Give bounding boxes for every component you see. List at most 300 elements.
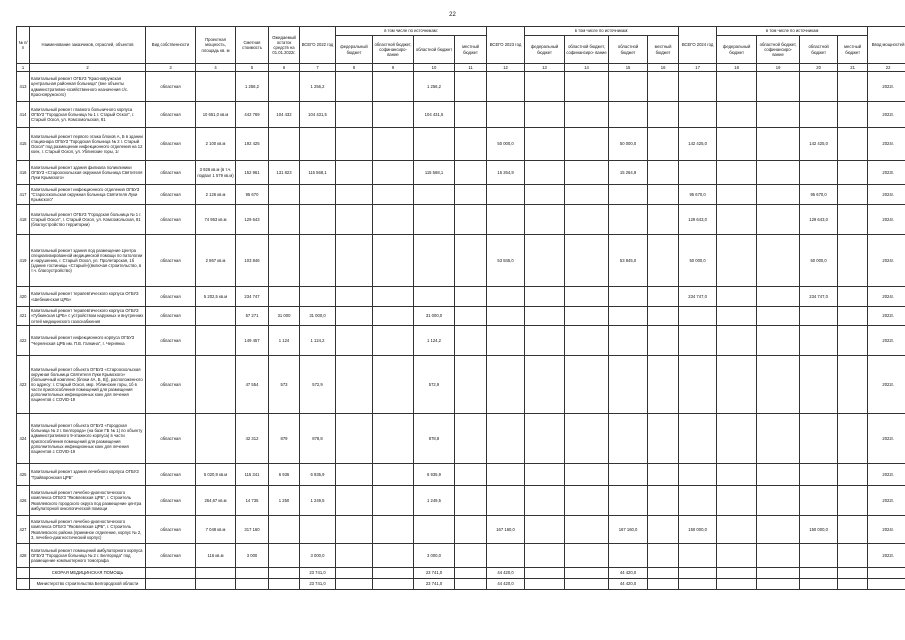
summary-empty-cell xyxy=(196,568,236,579)
cell-r24 xyxy=(800,161,838,185)
cell-r23: 53 845,0 xyxy=(609,235,648,287)
cell-cap: 2 126 кв.м xyxy=(196,185,236,205)
cell-f23 xyxy=(525,235,565,287)
column-number-row xyxy=(17,64,905,72)
table-row xyxy=(17,161,905,185)
summary-empty-cell xyxy=(196,579,236,590)
cell-f24 xyxy=(717,356,757,414)
cell-rem: 1 250 xyxy=(269,486,300,516)
cell-rc24 xyxy=(757,102,800,128)
cell-cap: 74 963 кв.м xyxy=(196,205,236,235)
summary-empty-cell xyxy=(838,579,868,590)
column-number: 6 xyxy=(269,64,300,72)
header-sources-2022: в том числе по источникам: xyxy=(336,27,487,36)
cell-name: Капитальный ремонт первого этажа блоков А, Б в здании стационара ОГБУЗ "Городская больница № 2 г. Старый Оскол" под размещение инфекционного отделения на 12 коек, г. Старый Оскол, ул. Ублинские горы, 1г xyxy=(30,128,146,161)
cell-l24 xyxy=(838,464,868,486)
cell-r23 xyxy=(609,307,648,326)
cell-cost: 152 961 xyxy=(236,161,269,185)
cell-no: 426 xyxy=(17,486,30,516)
cell-yr: 2022г. xyxy=(868,356,905,414)
header-local-2024: местный бюджет xyxy=(838,36,868,64)
cell-t23 xyxy=(487,307,525,326)
cell-cap: 10 651,0 кв.м xyxy=(196,102,236,128)
cell-cap: 3 926 кв.м (в т.ч. подвал 1 579 кв.м) xyxy=(196,161,236,185)
summary-label: Министерство строительства Белгородской области xyxy=(30,579,146,590)
cell-no: 415 xyxy=(17,128,30,161)
cell-rem: 6 936 xyxy=(269,464,300,486)
cell-f24 xyxy=(717,516,757,544)
cell-f22 xyxy=(336,464,373,486)
cell-t23 xyxy=(487,544,525,568)
header-regional-2024: областной бюджет xyxy=(800,36,838,64)
cell-f23 xyxy=(525,414,565,464)
cell-t24 xyxy=(679,544,717,568)
cell-t23 xyxy=(487,356,525,414)
cell-cost: 317 160 xyxy=(236,516,269,544)
cell-name: Капитальный ремонт инфекционного отделения ОГБУЗ "Старооскольская окружная больница Святителя Луки Крымского" xyxy=(30,185,146,205)
cell-t24: 129 643,0 xyxy=(679,205,717,235)
column-number: 18 xyxy=(717,64,757,72)
cell-cost: 14 735 xyxy=(236,486,269,516)
cell-rc24 xyxy=(757,486,800,516)
cell-rem xyxy=(269,128,300,161)
cell-yr: 2022г. xyxy=(868,102,905,128)
cell-rc23 xyxy=(565,356,609,414)
cell-cost: 115 341 xyxy=(236,464,269,486)
cell-r22: 31 000,0 xyxy=(414,307,455,326)
cell-cost: 3 000 xyxy=(236,544,269,568)
cell-l22 xyxy=(455,326,487,356)
summary-empty-cell xyxy=(236,579,269,590)
cell-rc22 xyxy=(373,356,414,414)
cell-t23 xyxy=(487,287,525,307)
cell-rc24 xyxy=(757,356,800,414)
cell-f24 xyxy=(717,486,757,516)
cell-f24 xyxy=(717,161,757,185)
cell-t22 xyxy=(300,205,336,235)
cell-rc24 xyxy=(757,185,800,205)
column-number: 22 xyxy=(868,64,905,72)
cell-r23 xyxy=(609,486,648,516)
cell-l22 xyxy=(455,161,487,185)
header-local-2022: местный бюджет xyxy=(455,36,487,64)
table-row xyxy=(17,486,905,516)
cell-cost: 129 643 xyxy=(236,205,269,235)
cell-rc24 xyxy=(757,72,800,102)
cell-no: 425 xyxy=(17,464,30,486)
column-number: 12 xyxy=(487,64,525,72)
cell-f24 xyxy=(717,235,757,287)
summary-empty-cell xyxy=(757,568,800,579)
column-number: 5 xyxy=(236,64,269,72)
cell-l23 xyxy=(648,486,679,516)
cell-rc22 xyxy=(373,128,414,161)
cell-r22 xyxy=(414,128,455,161)
column-number: 19 xyxy=(757,64,800,72)
cell-no: 420 xyxy=(17,287,30,307)
table-row xyxy=(17,185,905,205)
cell-t22: 6 935,9 xyxy=(300,464,336,486)
cell-r23 xyxy=(609,326,648,356)
cell-rc22 xyxy=(373,161,414,185)
cell-rc23 xyxy=(565,544,609,568)
cell-rc22 xyxy=(373,326,414,356)
header-local-2023: местный бюджет xyxy=(648,36,679,64)
cell-r23: 50 000,0 xyxy=(609,128,648,161)
cell-own: областная xyxy=(146,287,196,307)
cell-t23 xyxy=(487,326,525,356)
cell-rc24 xyxy=(757,464,800,486)
header-commissioning: Ввод мощностей xyxy=(868,27,905,64)
cell-f24 xyxy=(717,205,757,235)
cell-no: 427 xyxy=(17,516,30,544)
summary-empty-cell xyxy=(800,568,838,579)
cell-l22 xyxy=(455,516,487,544)
cell-own: областная xyxy=(146,356,196,414)
cell-own: областная xyxy=(146,185,196,205)
cell-l23 xyxy=(648,307,679,326)
cell-t24 xyxy=(679,326,717,356)
cell-l23 xyxy=(648,356,679,414)
cell-l24 xyxy=(838,161,868,185)
cell-r22 xyxy=(414,235,455,287)
table-row xyxy=(17,326,905,356)
header-regional-2023: областной бюджет xyxy=(609,36,648,64)
cell-f23 xyxy=(525,185,565,205)
table-row xyxy=(17,235,905,287)
cell-f24 xyxy=(717,128,757,161)
cell-own: областная xyxy=(146,235,196,287)
cell-name: Капитальный ремонт лечебно-диагностического комплекса ОГБУЗ "Яковлевская ЦРБ", г. Строитель Яковлевского городского округа под размещение центра амбулаторной онкологической помощи xyxy=(30,486,146,516)
cell-name: Капитальный ремонт объекта ОГБУЗ «Старооскольская окружная больница Святителя Луки Крымского» (больничный комплекс (блоки 4А, Б, В)), расположенного по адресу: г. Старый Оскол, мкр. Ублинские горы, 1б в части приспособления помещений для размещения дополнительных инфекционных коек для лечения пациентов с COVID-19 xyxy=(30,356,146,414)
summary-label: СКОРАЯ МЕДИЦИНСКАЯ ПОМОЩЬ xyxy=(30,568,146,579)
cell-l23 xyxy=(648,516,679,544)
cell-l23 xyxy=(648,414,679,464)
cell-f24 xyxy=(717,414,757,464)
cell-t22: 1 124,2 xyxy=(300,326,336,356)
cell-t24 xyxy=(679,486,717,516)
cell-t23 xyxy=(487,464,525,486)
cell-cost: 234 747 xyxy=(236,287,269,307)
column-number: 21 xyxy=(838,64,868,72)
cell-t24: 142 425,0 xyxy=(679,128,717,161)
cell-f22 xyxy=(336,102,373,128)
cell-r22: 1 256,2 xyxy=(414,72,455,102)
cell-t23 xyxy=(487,102,525,128)
cell-cap: 5 020,9 кв.м xyxy=(196,464,236,486)
cell-no: 424 xyxy=(17,414,30,464)
cell-name: Капитальный ремонт ОГБУЗ "Краснояружская центральная районная больница" (вне объекты административно-хозяйственного назначения с/с. Краснояружского) xyxy=(30,72,146,102)
cell-no: 418 xyxy=(17,205,30,235)
cell-r24 xyxy=(800,307,838,326)
header-federal-2022: федеральный бюджет xyxy=(336,36,373,64)
summary-empty-cell xyxy=(336,568,373,579)
cell-f24 xyxy=(717,287,757,307)
table-row xyxy=(17,307,905,326)
cell-t22: 31 000,0 xyxy=(300,307,336,326)
cell-t22 xyxy=(300,516,336,544)
cell-r24: 50 000,0 xyxy=(800,235,838,287)
column-number: 8 xyxy=(336,64,373,72)
cell-t24 xyxy=(679,356,717,414)
cell-r22: 115 568,1 xyxy=(414,161,455,185)
cell-cap: 2 867 кв.м xyxy=(196,235,236,287)
cell-r23 xyxy=(609,287,648,307)
cell-l24 xyxy=(838,516,868,544)
cell-f22 xyxy=(336,307,373,326)
column-number: 2 xyxy=(30,64,146,72)
cell-rc22 xyxy=(373,307,414,326)
column-number: 20 xyxy=(800,64,838,72)
page-number: 22 xyxy=(449,12,456,18)
cell-r24: 95 670,0 xyxy=(800,185,838,205)
cell-r23 xyxy=(609,205,648,235)
cell-yr: 2024г. xyxy=(868,185,905,205)
cell-rc23 xyxy=(565,486,609,516)
header-remaining: Ожидаемый остаток средств на 01.01.2022г. xyxy=(269,27,300,64)
cell-r23 xyxy=(609,356,648,414)
header-no: № п/п xyxy=(17,27,30,64)
summary-empty-cell xyxy=(757,579,800,590)
cell-rc22 xyxy=(373,185,414,205)
summary-empty-cell xyxy=(679,579,717,590)
summary-empty-cell xyxy=(868,568,905,579)
cell-l24 xyxy=(838,307,868,326)
cell-cost: 103 846 xyxy=(236,235,269,287)
cell-f23 xyxy=(525,128,565,161)
cell-t22: 1 249,5 xyxy=(300,486,336,516)
cell-name: Капитальный ремонт главного больничного корпуса ОГБУЗ "Городская больница № 1 г. Старый Оскол", г. Старый Оскол, ул. Комсомольская, 81 xyxy=(30,102,146,128)
cell-f22 xyxy=(336,544,373,568)
cell-rc22 xyxy=(373,235,414,287)
cell-t24 xyxy=(679,161,717,185)
cell-rc24 xyxy=(757,205,800,235)
cell-t23 xyxy=(487,185,525,205)
cell-yr: 2024г. xyxy=(868,516,905,544)
cell-own: областная xyxy=(146,326,196,356)
cell-rc22 xyxy=(373,544,414,568)
column-number: 9 xyxy=(373,64,414,72)
cell-rc24 xyxy=(757,544,800,568)
summary-empty-cell xyxy=(648,579,679,590)
header-regional-2022: областной бюджет xyxy=(414,36,455,64)
cell-l22 xyxy=(455,235,487,287)
cell-t22 xyxy=(300,185,336,205)
cell-f22 xyxy=(336,326,373,356)
cell-yr: 2022г. xyxy=(868,326,905,356)
header-cost: Сметная стоимость xyxy=(236,27,269,64)
cell-rc22 xyxy=(373,287,414,307)
cell-rc23 xyxy=(565,205,609,235)
cell-t22 xyxy=(300,128,336,161)
cell-own: областная xyxy=(146,414,196,464)
cell-r23 xyxy=(609,72,648,102)
summary-t22: 23 741,0 xyxy=(300,579,336,590)
cell-r24 xyxy=(800,486,838,516)
summary-empty-cell xyxy=(269,579,300,590)
cell-l23 xyxy=(648,102,679,128)
cell-cost: 95 670 xyxy=(236,185,269,205)
cell-yr: 2022г. xyxy=(868,544,905,568)
cell-l24 xyxy=(838,544,868,568)
cell-f23 xyxy=(525,161,565,185)
summary-empty-cell xyxy=(679,568,717,579)
header-total-2023: ВСЕГО 2023 год xyxy=(487,27,525,64)
cell-no: 428 xyxy=(17,544,30,568)
cell-f22 xyxy=(336,486,373,516)
cell-rem xyxy=(269,516,300,544)
cell-t23: 15 264,9 xyxy=(487,161,525,185)
cell-l24 xyxy=(838,235,868,287)
cell-r22: 3 000,0 xyxy=(414,544,455,568)
cell-t22: 3 000,0 xyxy=(300,544,336,568)
cell-l23 xyxy=(648,161,679,185)
cell-t23 xyxy=(487,72,525,102)
cell-f24 xyxy=(717,544,757,568)
cell-f23 xyxy=(525,486,565,516)
cell-f22 xyxy=(336,205,373,235)
cell-l23 xyxy=(648,287,679,307)
header-name: Наименование заказчиков, отраслей, объектов xyxy=(30,27,146,64)
cell-l24 xyxy=(838,205,868,235)
cell-r24 xyxy=(800,544,838,568)
cell-rc23 xyxy=(565,464,609,486)
cell-l23 xyxy=(648,235,679,287)
cell-l22 xyxy=(455,128,487,161)
cell-rem xyxy=(269,72,300,102)
cell-own: областная xyxy=(146,72,196,102)
cell-r24 xyxy=(800,464,838,486)
summary-empty-cell xyxy=(336,579,373,590)
cell-rc24 xyxy=(757,307,800,326)
cell-cap xyxy=(196,414,236,464)
cell-f22 xyxy=(336,161,373,185)
cell-r23 xyxy=(609,185,648,205)
cell-rem xyxy=(269,235,300,287)
cell-rem: 31 000 xyxy=(269,307,300,326)
cell-no: 423 xyxy=(17,356,30,414)
header-federal-2023: федеральный бюджет xyxy=(525,36,565,64)
cell-name: Капитальный ремонт терапевтического корпуса ОГБУЗ «Шебекинская ЦРБ» xyxy=(30,287,146,307)
cell-l24 xyxy=(838,102,868,128)
column-number: 10 xyxy=(414,64,455,72)
summary-empty-cell xyxy=(146,579,196,590)
cell-no: 416 xyxy=(17,161,30,185)
cell-rc23 xyxy=(565,287,609,307)
cell-f24 xyxy=(717,72,757,102)
cell-cap xyxy=(196,326,236,356)
table-row xyxy=(17,464,905,486)
column-number: 4 xyxy=(196,64,236,72)
summary-r23: 44 420,0 xyxy=(609,579,648,590)
cell-rem: 879 xyxy=(269,414,300,464)
cell-own: областная xyxy=(146,161,196,185)
cell-r23 xyxy=(609,414,648,464)
cell-rc22 xyxy=(373,72,414,102)
summary-t22: 23 741,0 xyxy=(300,568,336,579)
cell-r23 xyxy=(609,464,648,486)
cell-rc23 xyxy=(565,72,609,102)
header-sources-2023: в том числе по источникам: xyxy=(525,27,679,36)
cell-t24 xyxy=(679,307,717,326)
cell-l23 xyxy=(648,464,679,486)
column-number: 3 xyxy=(146,64,196,72)
summary-empty-cell xyxy=(565,579,609,590)
cell-rem xyxy=(269,205,300,235)
cell-yr: 2024г. xyxy=(868,128,905,161)
cell-l22 xyxy=(455,102,487,128)
summary-empty-cell xyxy=(838,568,868,579)
column-number: 14 xyxy=(565,64,609,72)
cell-cost: 442 769 xyxy=(236,102,269,128)
column-number: 13 xyxy=(525,64,565,72)
cell-r24: 234 747,0 xyxy=(800,287,838,307)
summary-empty-cell xyxy=(146,568,196,579)
cell-rc24 xyxy=(757,326,800,356)
cell-l22 xyxy=(455,486,487,516)
header-capacity: Проектная мощность, площадь кв. м xyxy=(196,27,236,64)
header-ownership: Вид собственности xyxy=(146,27,196,64)
cell-cost: 149 457 xyxy=(236,326,269,356)
table-row xyxy=(17,356,905,414)
table-row xyxy=(17,72,905,102)
cell-yr: 2022г. xyxy=(868,486,905,516)
cell-l22 xyxy=(455,544,487,568)
summary-t23: 44 420,0 xyxy=(487,579,525,590)
cell-r24 xyxy=(800,414,838,464)
cell-t24 xyxy=(679,464,717,486)
cell-yr: 2022г. xyxy=(868,464,905,486)
cell-rc24 xyxy=(757,235,800,287)
cell-t23 xyxy=(487,205,525,235)
cell-r22 xyxy=(414,287,455,307)
cell-rc22 xyxy=(373,486,414,516)
cell-l23 xyxy=(648,326,679,356)
cell-l23 xyxy=(648,544,679,568)
header-regional-cofin-2024: областной бюджет, софинансиро- вание xyxy=(757,36,800,64)
summary-empty-cell xyxy=(717,579,757,590)
cell-l22 xyxy=(455,414,487,464)
cell-cap: 5 202,5 кв.м xyxy=(196,287,236,307)
cell-rc23 xyxy=(565,235,609,287)
cell-rem xyxy=(269,185,300,205)
cell-name: Капитальный ремонт ОГБУЗ "Городская больница № 1 г. Старый Оскол", г. Старый Оскол, ул. Комсомольская, 81 (благоустройство территории) xyxy=(30,205,146,235)
table-row xyxy=(17,205,905,235)
cell-rc23 xyxy=(565,516,609,544)
table-row xyxy=(17,414,905,464)
cell-f24 xyxy=(717,102,757,128)
cell-f24 xyxy=(717,185,757,205)
summary-empty-cell xyxy=(269,568,300,579)
cell-rc24 xyxy=(757,516,800,544)
column-number: 16 xyxy=(648,64,679,72)
cell-rc23 xyxy=(565,414,609,464)
cell-rem: 1 124 xyxy=(269,326,300,356)
cell-f22 xyxy=(336,235,373,287)
cell-own: областная xyxy=(146,128,196,161)
cell-l24 xyxy=(838,72,868,102)
header-total-2022: ВСЕГО 2022 год xyxy=(300,27,336,64)
cell-f24 xyxy=(717,326,757,356)
summary-empty-cell xyxy=(565,568,609,579)
summary-empty-cell xyxy=(717,568,757,579)
cell-rem: 131 823 xyxy=(269,161,300,185)
cell-r22: 1 249,5 xyxy=(414,486,455,516)
cell-r23 xyxy=(609,544,648,568)
cell-l24 xyxy=(838,185,868,205)
summary-empty-cell xyxy=(455,579,487,590)
cell-cap xyxy=(196,72,236,102)
